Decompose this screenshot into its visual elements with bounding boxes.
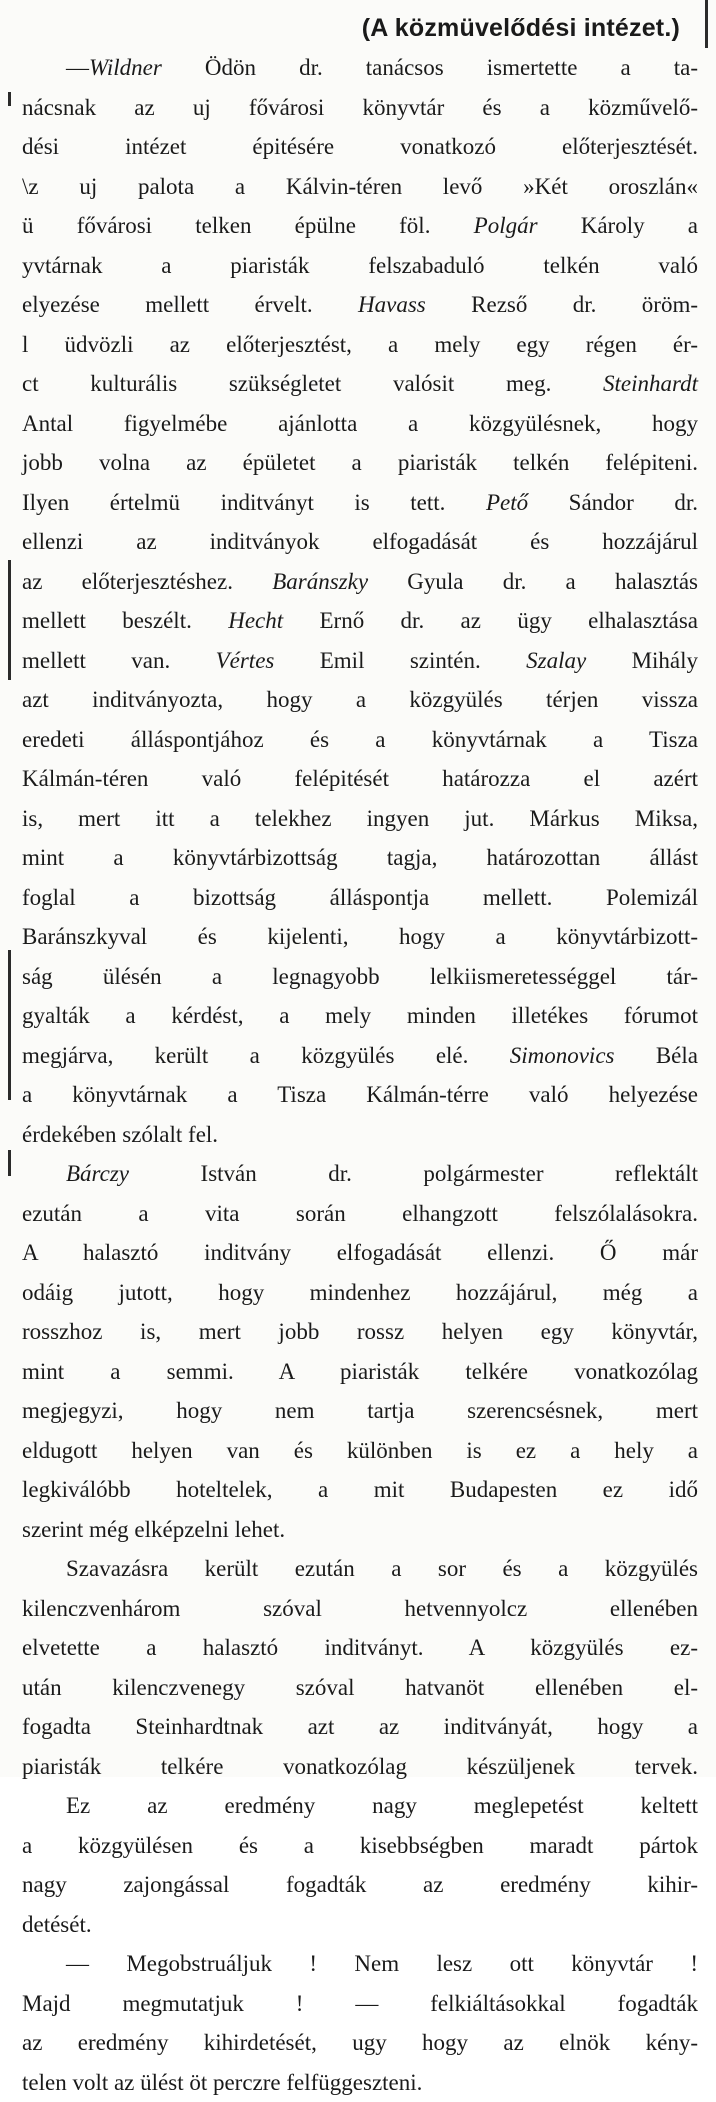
text-line [22, 878, 698, 918]
text-run: — [66, 55, 89, 80]
text-line [22, 1233, 698, 1273]
text-line [22, 1589, 698, 1629]
text-run: Béla [614, 1043, 698, 1068]
article [22, 8, 698, 2102]
text-run: detését. [22, 1912, 92, 1937]
text-line [22, 88, 698, 128]
person-name: Szalay [526, 648, 586, 673]
text-line [22, 917, 698, 957]
text-run: — Megobstruáljuk ! Nem lesz ott könyvtár ! [66, 1951, 698, 1976]
text-run: mellett van. [22, 648, 216, 673]
text-line [22, 2063, 698, 2102]
text-line [22, 1036, 698, 1076]
text-line [22, 1154, 698, 1194]
text-line [22, 483, 698, 523]
text-line [22, 325, 698, 365]
text-line [22, 1786, 698, 1826]
text-run: István dr. polgármester reflektált [129, 1161, 698, 1186]
person-name: Polgár [474, 213, 538, 238]
text-run: ság ülésén a legnagyobb lelkiismeretességgel tár- [22, 964, 698, 989]
text-line [22, 167, 698, 207]
text-run: foglal a bizottság álláspontja mellett. Polemizál [22, 885, 698, 910]
text-line [22, 1628, 698, 1668]
text-line [22, 1470, 698, 1510]
text-run: mellett beszélt. [22, 608, 228, 633]
text-run: A halasztó inditvány elfogadását ellenzi. Ő már [22, 1240, 698, 1265]
text-line [22, 1273, 698, 1313]
text-line [22, 1194, 698, 1234]
text-line [22, 206, 698, 246]
text-run: Ödön dr. tanácsos ismertette a ta- [162, 55, 698, 80]
text-line [22, 48, 698, 88]
text-run: odáig jutott, hogy mindenhez hozzájárul, még a [22, 1280, 698, 1305]
text-run: Majd megmutatjuk ! — felkiáltásokkal fogadták [22, 1991, 698, 2016]
text-run: Szavazásra került ezután a sor és a közgyülés [66, 1556, 698, 1581]
text-line [22, 443, 698, 483]
text-run: Emil szintén. [274, 648, 526, 673]
text-line [22, 1865, 698, 1905]
text-run: Gyula dr. a halasztás [368, 569, 698, 594]
text-run: Rezső dr. öröm- [426, 292, 698, 317]
text-run: megjegyzi, hogy nem tartja szerencsésnek, mert [22, 1398, 698, 1423]
text-line [22, 1668, 698, 1708]
text-line [22, 1549, 698, 1589]
text-line [22, 127, 698, 167]
text-run: Károly a [538, 213, 698, 238]
text-line [22, 996, 698, 1036]
person-name: Vértes [216, 648, 275, 673]
scan-edge-mark [8, 1150, 11, 1176]
text-run: eredeti álláspontjához és a könyvtárnak a Tisza [22, 727, 698, 752]
text-run: is, mert itt a telekhez ingyen jut. Márkus Miksa, [22, 806, 698, 831]
text-line [22, 680, 698, 720]
text-line [22, 1984, 698, 2024]
text-run: dési intézet épitésére vonatkozó előterjesztését. [22, 134, 698, 159]
text-line [22, 601, 698, 641]
text-line [22, 1075, 698, 1115]
text-run: Baránszkyval és kijelenti, hogy a könyvtárbizott- [22, 924, 698, 949]
text-line [22, 246, 698, 286]
article-body [22, 48, 698, 2102]
text-run: piaristák telkére vonatkozólag készüljenek tervek. [22, 1754, 698, 1779]
text-line [22, 838, 698, 878]
column-rule [705, 0, 708, 48]
text-line [22, 404, 698, 444]
person-name: Pető [486, 490, 528, 515]
scan-edge-mark [8, 560, 11, 680]
text-run: kilenczvenhárom szóval hetvennyolcz ellenében [22, 1596, 698, 1621]
person-name: Simonovics [510, 1043, 615, 1068]
text-run: Antal figyelmébe ajánlotta a közgyülésnek, hogy [22, 411, 698, 436]
text-line [22, 364, 698, 404]
text-line [22, 522, 698, 562]
text-line [22, 562, 698, 602]
text-line [22, 1707, 698, 1747]
text-run: Ilyen értelmü inditványt is tett. [22, 490, 486, 515]
text-line [22, 2023, 698, 2063]
text-line [22, 1944, 698, 1984]
text-run: ezután a vita során elhangzott felszólalásokra. [22, 1201, 698, 1226]
text-run: nácsnak az uj fővárosi könyvtár és a közművelő- [22, 95, 698, 120]
text-run: Ernő dr. az ügy elhalasztása [283, 608, 698, 633]
text-run: Ez az eredmény nagy meglepetést keltett [66, 1793, 698, 1818]
scan-edge-mark [8, 950, 11, 1100]
text-run: legkiválóbb hoteltelek, a mit Budapesten ez idő [22, 1477, 698, 1502]
text-run: szerint még elképzelni lehet. [22, 1517, 285, 1542]
text-run: a közgyülésen és a kisebbségben maradt pártok [22, 1833, 698, 1858]
text-line [22, 799, 698, 839]
text-line [22, 759, 698, 799]
text-line [22, 1115, 698, 1155]
text-line [22, 720, 698, 760]
text-line [22, 1391, 698, 1431]
text-run: yvtárnak a piaristák felszabaduló telkén való [22, 253, 698, 278]
text-line [22, 957, 698, 997]
text-run: mint a könyvtárbizottság tagja, határozottan állást [22, 845, 698, 870]
text-line [22, 1826, 698, 1866]
text-run: ct kulturális szükségletet valósit meg. [22, 371, 603, 396]
article-heading: (A közmüvelődési intézet.) [22, 8, 680, 48]
text-line [22, 1510, 698, 1550]
text-line [22, 285, 698, 325]
text-run: gyalták a kérdést, a mely minden illetékes fórumot [22, 1003, 698, 1028]
text-run: rosszhoz is, mert jobb rossz helyen egy könyvtár, [22, 1319, 698, 1344]
text-run: jobb volna az épületet a piaristák telkén felépiteni. [22, 450, 698, 475]
text-run: elyezése mellett érvelt. [22, 292, 358, 317]
text-run: ü fővárosi telken épülne föl. [22, 213, 474, 238]
text-run: Mihály [586, 648, 698, 673]
text-run: Kálmán-téren való felépitését határozza el azért [22, 766, 698, 791]
text-run: mint a semmi. A piaristák telkére vonatkozólag [22, 1359, 698, 1384]
text-line [22, 1747, 698, 1787]
text-run: nagy zajongással fogadták az eredmény kihir- [22, 1872, 698, 1897]
text-run: érdekében szólalt fel. [22, 1122, 218, 1147]
text-line [22, 641, 698, 681]
text-run: után kilenczvenegy szóval hatvanöt ellenében el- [22, 1675, 698, 1700]
person-name: Hecht [228, 608, 283, 633]
text-run: eldugott helyen van és különben is ez a hely a [22, 1438, 698, 1463]
text-run: a könyvtárnak a Tisza Kálmán-térre való helyezése [22, 1082, 698, 1107]
text-run: az előterjesztéshez. [22, 569, 272, 594]
text-line [22, 1352, 698, 1392]
text-line [22, 1312, 698, 1352]
text-line [22, 1905, 698, 1945]
person-name: Havass [358, 292, 426, 317]
person-name: Steinhardt [603, 371, 698, 396]
text-run: \z uj palota a Kálvin-téren levő »Két oroszlán« [22, 174, 698, 199]
text-run: l üdvözli az előterjesztést, a mely egy régen ér- [22, 332, 698, 357]
text-run: azt inditványozta, hogy a közgyülés térjen vissza [22, 687, 698, 712]
text-run: Sándor dr. [528, 490, 698, 515]
text-run: az eredmény kihirdetését, ugy hogy az elnök kény- [22, 2030, 698, 2055]
text-line [22, 1431, 698, 1471]
text-run: megjárva, került a közgyülés elé. [22, 1043, 510, 1068]
person-name: Bárczy [66, 1161, 129, 1186]
text-run: elvetette a halasztó inditványt. A közgyülés ez- [22, 1635, 698, 1660]
person-name: Baránszky [272, 569, 368, 594]
text-run: ellenzi az inditványok elfogadását és hozzájárul [22, 529, 698, 554]
text-run: fogadta Steinhardtnak azt az inditványát, hogy a [22, 1714, 698, 1739]
text-run: telen volt az ülést öt perczre felfüggeszteni. [22, 2070, 422, 2095]
scan-edge-mark [8, 92, 11, 106]
person-name: Wildner [89, 55, 162, 80]
